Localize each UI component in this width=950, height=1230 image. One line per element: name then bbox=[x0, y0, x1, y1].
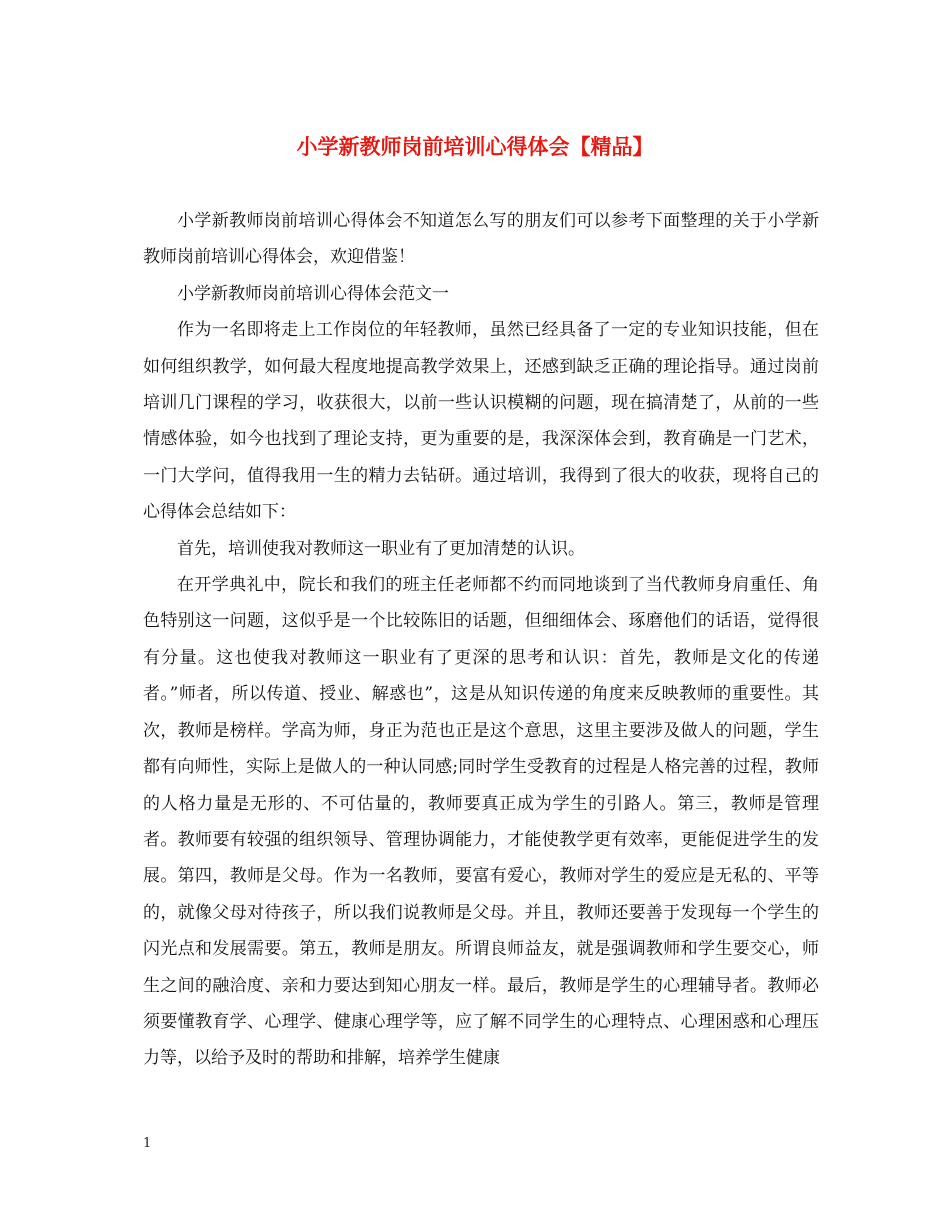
intro-paragraph: 小学新教师岗前培训心得体会不知道怎么写的朋友们可以参考下面整理的关于小学新教师岗前培训心得体会，欢迎借鉴！ bbox=[143, 211, 819, 268]
page-number: 1 bbox=[143, 1136, 152, 1151]
document-title: 小学新教师岗前培训心得体会【精品】 bbox=[296, 134, 654, 159]
section-heading: 小学新教师岗前培训心得体会范文一 bbox=[177, 283, 449, 304]
body-paragraph-3: 在开学典礼中，院长和我们的班主任老师都不约而同地谈到了当代教师身肩重任、角色特别这一问题，这似乎是一个比较陈旧的话题，但细细体会、琢磨他们的话语，觉得很有分量。这也使我对教师这一职业有了更深的思考和认识：首先，教师是文化的传递者。”师者，所以传道、授业、解惑也”，这是从知识传递的角度来反映教师的重要性。其次，教师是榜样。学高为师，身正为范也正是这个意思，这里主要涉及做人的问题，学生都有向师性，实际上是做人的一种认同感;同时学生受教育的过程是人格完善的过程，教师的人格力量是无形的、不可估量的，教师要真正成为学生的引路人。第三，教师是管理者。教师要有较强的组织领导、管理协调能力，才能使教学更有效率，更能促进学生的发展。第四，教师是父母。作为一名教师，要富有爱心，教师对学生的爱应是无私的、平等的，就像父母对待孩子，所以我们说教师是父母。并且，教师还要善于发现每一个学生的闪光点和发展需要。第五，教师是朋友。所谓良师益友，就是强调教师和学生要交心，师生之间的融洽度、亲和力要达到知心朋友一样。最后，教师是学生的心理辅导者。教师必须要懂教育学、心理学、健康心理学等，应了解不同学生的心理特点、心理困惑和心理压力等，以给予及时的帮助和排解，培养学生健康 bbox=[143, 575, 819, 1069]
body-paragraph-2: 首先，培训使我对教师这一职业有了更加清楚的认识。 bbox=[177, 538, 585, 559]
body-paragraph-1: 作为一名即将走上工作岗位的年轻教师，虽然已经具备了一定的专业知识技能，但在如何组织教学，如何最大程度地提高教学效果上，还感到缺乏正确的理论指导。通过岗前培训几门课程的学习，收获很大，以前一些认识模糊的问题，现在搞清楚了，从前的一些情感体验，如今也找到了理论支持，更为重要的是，我深深体会到，教育确是一门艺术，一门大学问，值得我用一生的精力去钻研。通过培训，我得到了很大的收获，现将自己的心得体会总结如下： bbox=[143, 320, 819, 523]
document-body bbox=[143, 203, 819, 1077]
